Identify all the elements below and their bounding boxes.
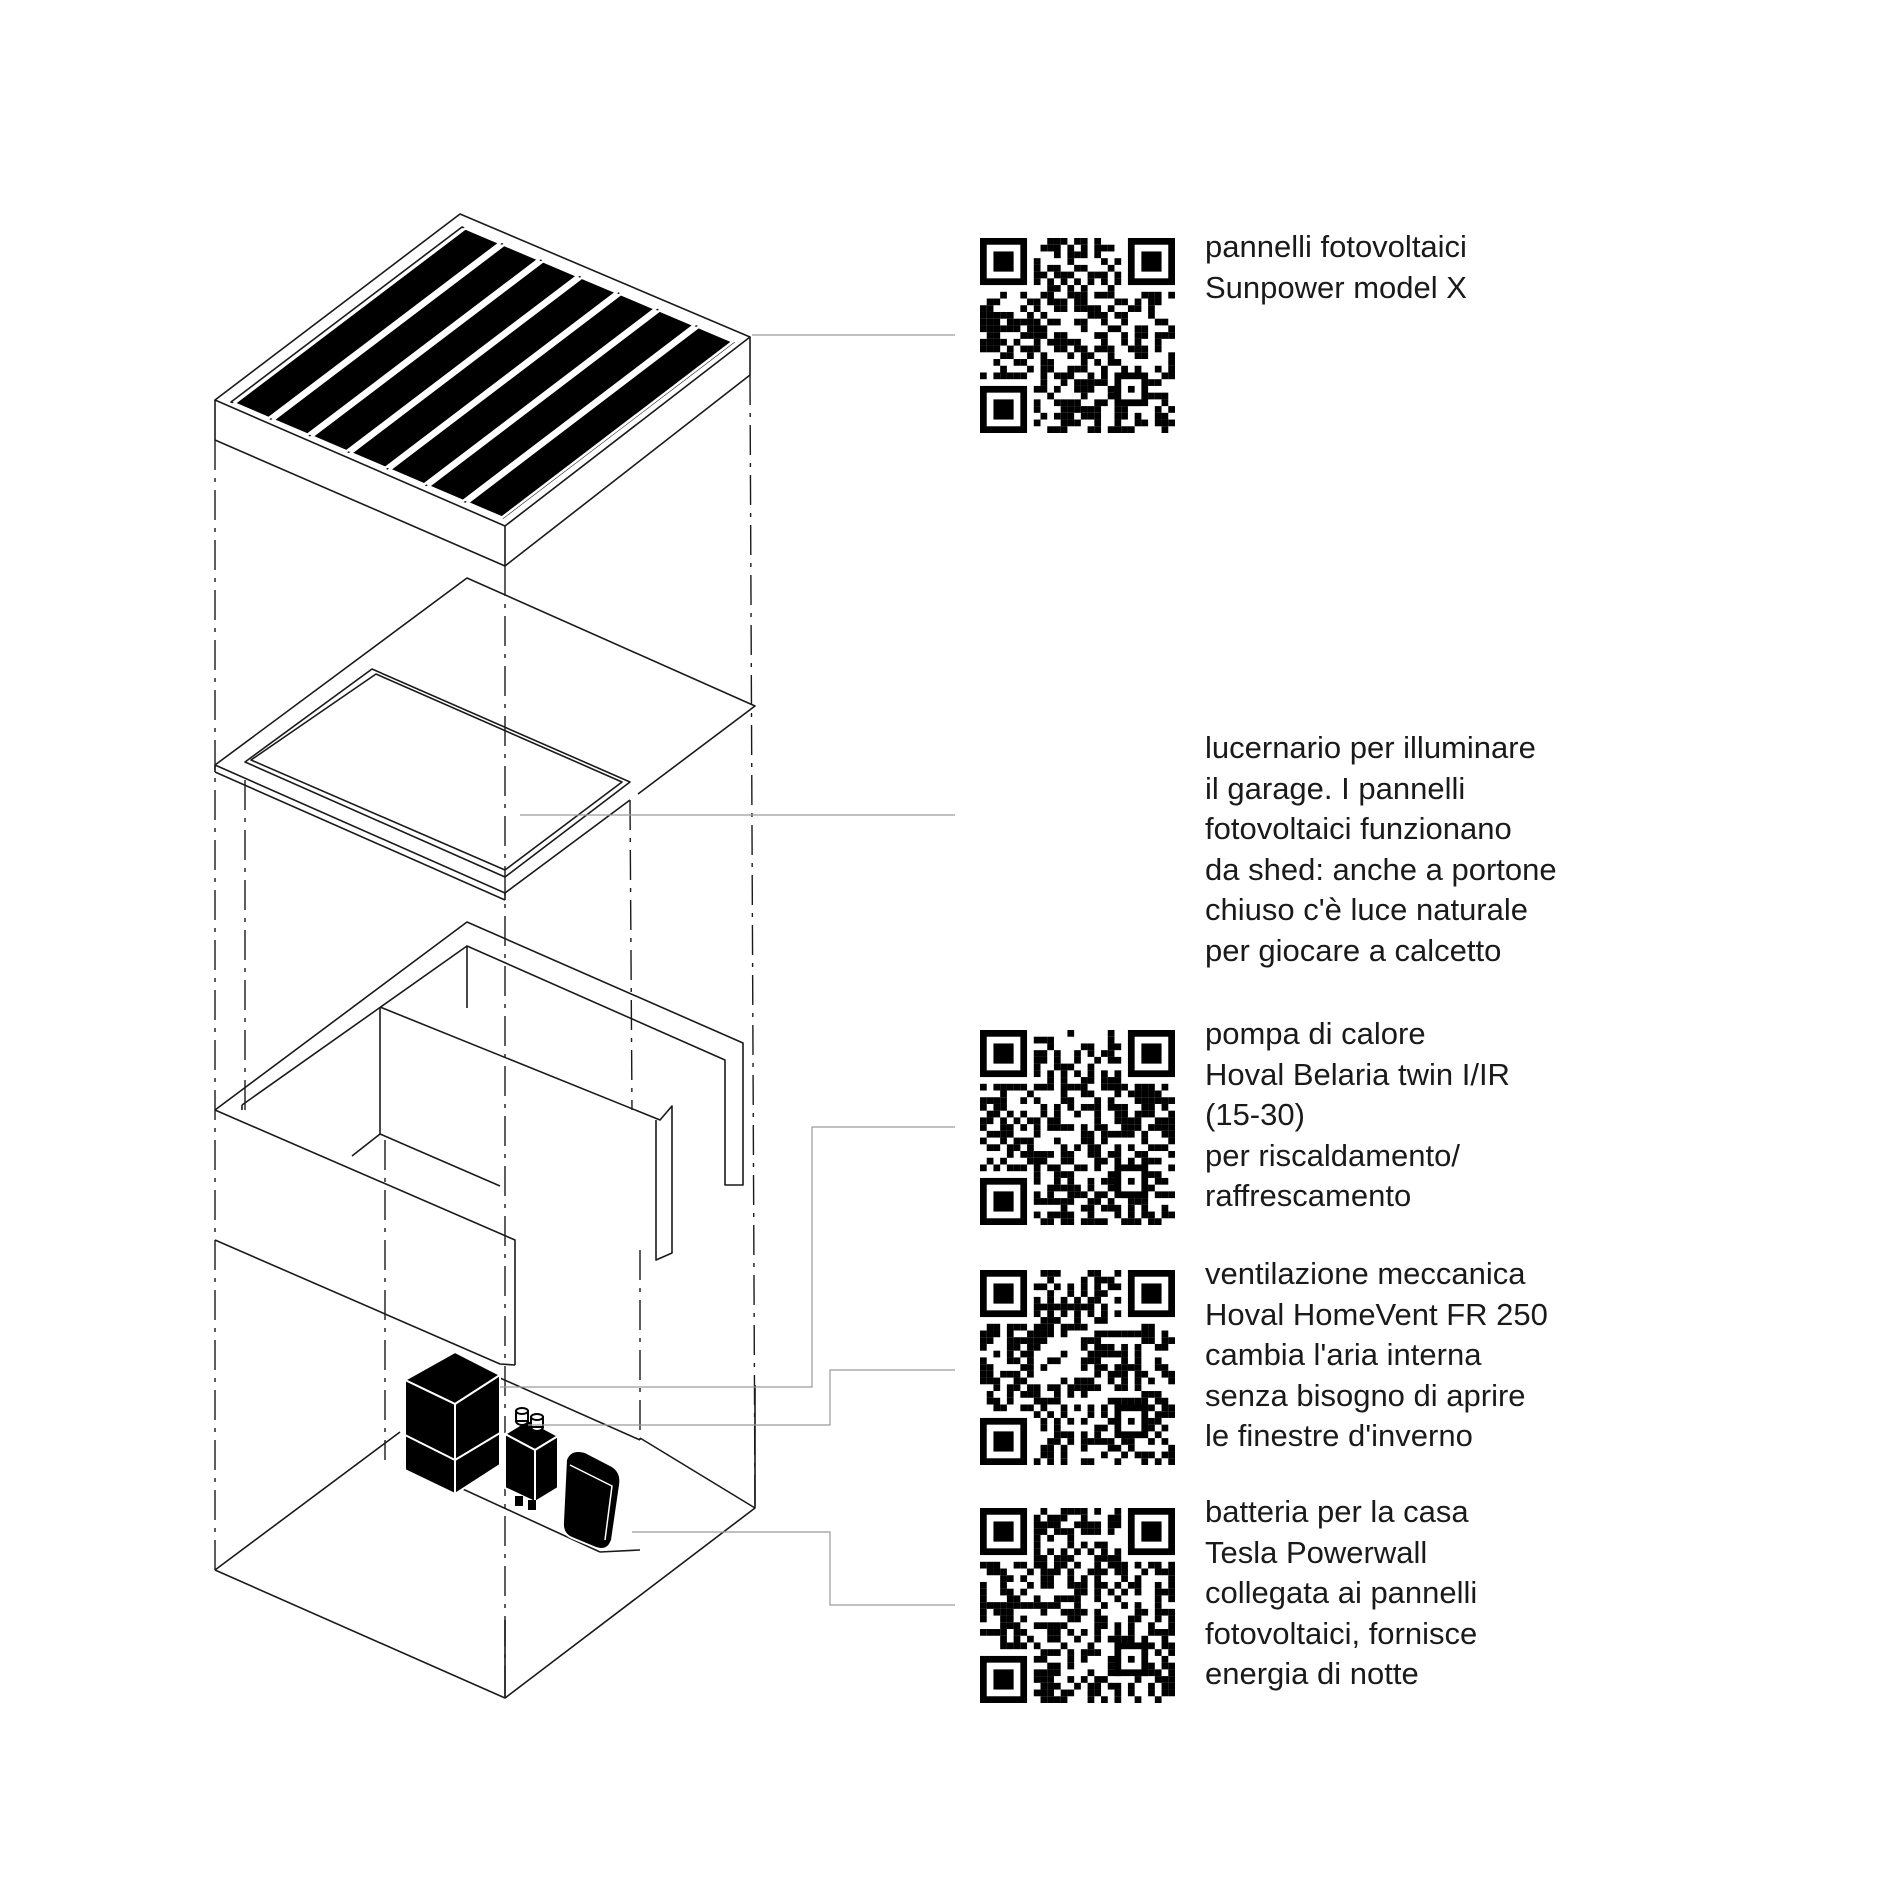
label-line: fotovoltaici funzionano xyxy=(1205,811,1512,846)
label-line: raffrescamento xyxy=(1205,1178,1412,1213)
label-heat-pump xyxy=(1205,1014,1825,1217)
qr-code-ventilation[interactable] xyxy=(980,1270,1175,1465)
label-line: Sunpower model X xyxy=(1205,269,1467,305)
ventilation-unit xyxy=(505,1408,558,1510)
label-line: batteria per la casa xyxy=(1205,1494,1469,1529)
label-battery xyxy=(1205,1492,1825,1695)
label-line: energia di notte xyxy=(1205,1656,1419,1691)
leader-lines xyxy=(500,335,955,1605)
powerwall-battery xyxy=(563,1451,620,1549)
label-line: collegata ai pannelli xyxy=(1205,1575,1478,1610)
label-line: da shed: anche a portone xyxy=(1205,851,1557,887)
label-ventilation xyxy=(1205,1254,1825,1457)
label-line: per riscaldamento/ xyxy=(1205,1137,1461,1173)
heat-pump-unit xyxy=(405,1352,500,1494)
skylight-slab xyxy=(215,578,755,900)
label-line: per giocare a calcetto xyxy=(1205,932,1502,968)
label-line: il garage. I pannelli xyxy=(1205,770,1466,806)
solar-panels xyxy=(234,228,733,517)
label-line: (15-30) xyxy=(1205,1097,1305,1132)
label-line: lucernario per illuminare xyxy=(1205,730,1536,765)
qr-code-battery[interactable] xyxy=(980,1508,1175,1703)
label-line: pannelli fotovoltaici xyxy=(1205,229,1467,264)
label-line: cambia l'aria interna xyxy=(1205,1337,1482,1372)
label-solar-panels xyxy=(1205,227,1825,308)
label-line: senza bisogno di aprire xyxy=(1205,1377,1526,1413)
label-line: Hoval Belaria twin I/IR xyxy=(1205,1056,1510,1092)
label-line: le finestre d'inverno xyxy=(1205,1418,1473,1453)
label-line: fotovoltaici, fornisce xyxy=(1205,1615,1478,1651)
walls-layer xyxy=(215,922,743,1365)
label-line: Tesla Powerwall xyxy=(1205,1534,1428,1570)
label-line: pompa di calore xyxy=(1205,1016,1426,1051)
label-line: ventilazione meccanica xyxy=(1205,1256,1526,1291)
qr-code-heat-pump[interactable] xyxy=(980,1030,1175,1225)
label-skylight xyxy=(1205,728,1825,971)
label-line: Hoval HomeVent FR 250 xyxy=(1205,1296,1548,1332)
label-line: chiuso c'è luce naturale xyxy=(1205,892,1529,927)
qr-code-solar[interactable] xyxy=(980,238,1175,433)
